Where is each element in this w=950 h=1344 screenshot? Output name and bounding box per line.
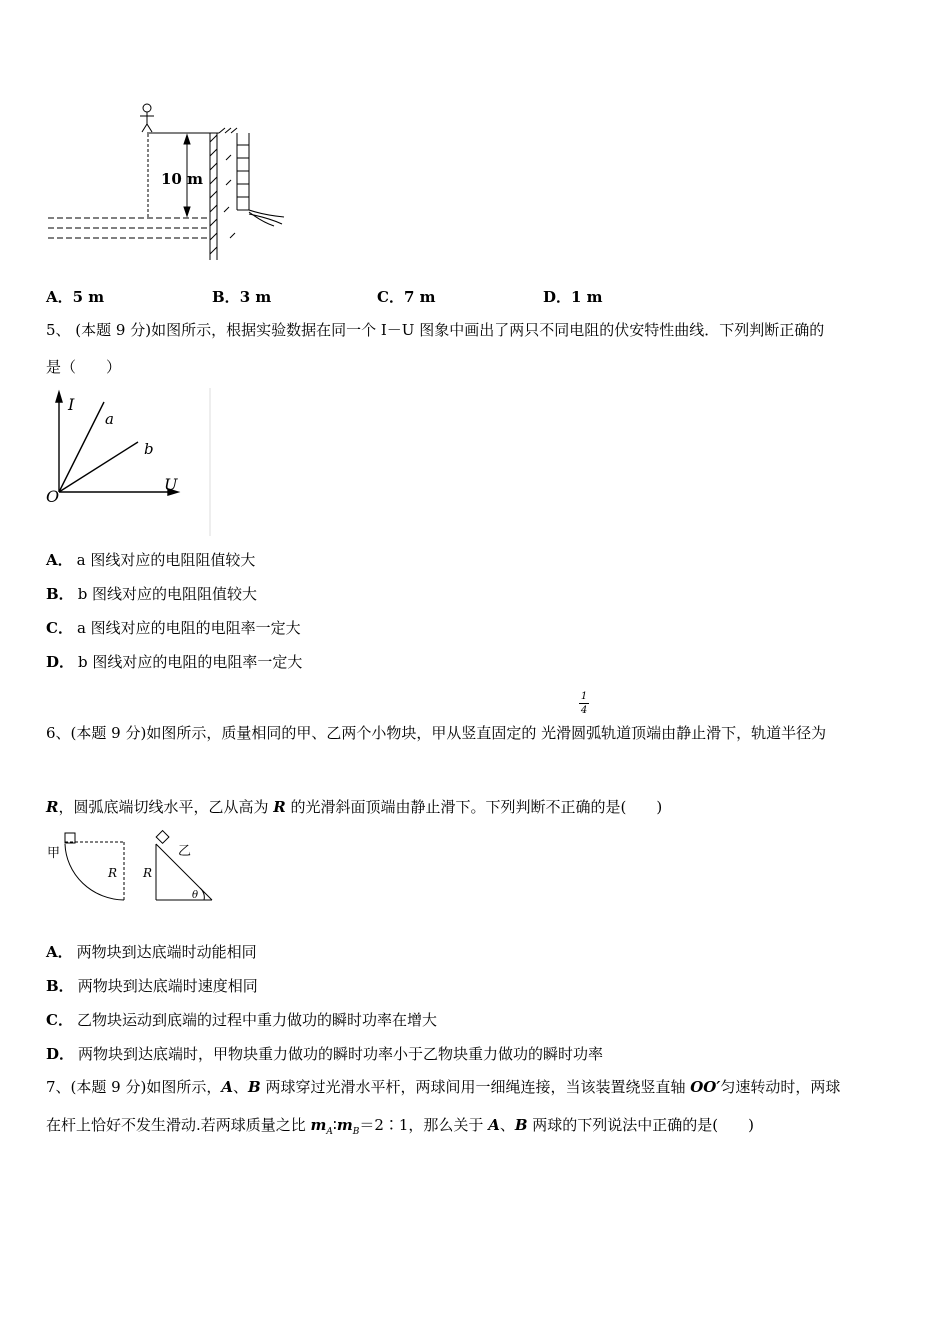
theta-label: θ — [192, 890, 199, 901]
yi-label: 乙 — [178, 844, 192, 859]
q6-option-b[interactable]: B． 两物块到达底端时速度相同 — [46, 977, 258, 995]
r-label-incline: R — [143, 866, 153, 880]
axis-i-label: I — [68, 395, 75, 414]
line-b-label: b — [144, 440, 154, 458]
height-label: 10 m — [161, 170, 203, 188]
q7-stem-line1: 7、(本题 9 分)如图所示，A、B 两球穿过光滑水平杆，两球间用一细绳连接，当该装置绕竖直轴 OO′匀速转动时，两球 — [46, 1078, 841, 1096]
axis-u-label: U — [164, 475, 178, 494]
cliff-figure — [44, 100, 294, 265]
q4-option-a[interactable]: A．5 m — [46, 288, 105, 306]
origin-label: O — [46, 487, 60, 506]
q4-option-c[interactable]: C．7 m — [377, 288, 436, 306]
q7-stem-line2: 在杆上恰好不发生滑动.若两球质量之比 $m_A∶m_B=2∶1$，那么关于 A、B 两球的下列说法中正确的是( ) — [46, 1116, 755, 1137]
r-label-arc: R — [108, 866, 118, 880]
q4-option-d[interactable]: D．1 m — [543, 288, 603, 306]
arc-incline-figure — [44, 828, 224, 908]
line-a-label: a — [105, 410, 114, 428]
quarter-fraction: 1 4 — [580, 691, 588, 716]
q6-option-d[interactable]: D． 两物块到达底端时，甲物块重力做功的瞬时功率小于乙物块重力做功的瞬时功率 — [46, 1045, 604, 1063]
q4-option-b[interactable]: B．3 m — [212, 288, 272, 306]
q5-option-b[interactable]: B． b 图线对应的电阻阻值较大 — [46, 585, 258, 603]
q6-option-a[interactable]: A． 两物块到达底端时动能相同 — [46, 943, 257, 961]
q5-stem-line1: 5、 (本题 9 分)如图所示，根据实验数据在同一个 I－U 图象中画出了两只不同电阻的伏安特性曲线．下列判断正确的 — [46, 321, 825, 339]
q5-option-d[interactable]: D． b 图线对应的电阻的电阻率一定大 — [46, 653, 303, 671]
iu-graph — [44, 388, 216, 538]
q6-option-c[interactable]: C． 乙物块运动到底端的过程中重力做功的瞬时功率在增大 — [46, 1011, 437, 1029]
jia-label: 甲 — [47, 846, 61, 861]
q6-stem-line2: R，圆弧底端切线水平，乙从高为 R 的光滑斜面顶端由静止滑下。下列判断不正确的是( ) — [46, 798, 663, 816]
q6-stem-line1: 6、(本题 9 分)如图所示，质量相同的甲、乙两个小物块，甲从竖直固定的 光滑圆弧轨道顶端由静止滑下，轨道半径为 — [46, 724, 827, 742]
q5-option-c[interactable]: C． a 图线对应的电阻的电阻率一定大 — [46, 619, 301, 637]
q5-stem-line2: 是（ ） — [46, 358, 122, 376]
q5-option-a[interactable]: A． a 图线对应的电阻阻值较大 — [46, 551, 256, 569]
